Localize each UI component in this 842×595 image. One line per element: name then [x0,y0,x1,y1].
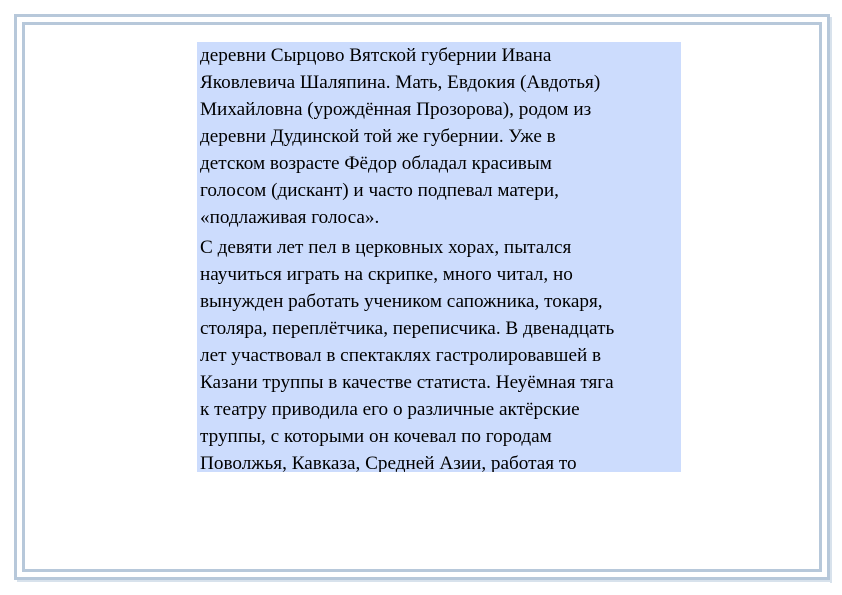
text-box [197,42,681,472]
paragraph-1-line: деревни Дудинской той же губернии. Уже в [200,126,556,147]
paragraph-2-line: труппы, с которыми он кочевал по городам [200,426,552,447]
paragraph-1-line: Михайловна (урождённая Прозорова), родом из [200,99,592,120]
paragraph-2-line: С девяти лет пел в церковных хорах, пытался [200,237,572,258]
paragraph-2-line: научиться играть на скрипке, много читал, но [200,264,573,285]
paragraph-1-line: деревни Сырцово Вятской губернии Ивана [200,45,552,66]
paragraph-1-line: Яковлевича Шаляпина. Мать, Евдокия (Авдотья) [200,72,601,93]
paragraph-2-line: лет участвовал в спектаклях гастролировавшей в [200,345,602,366]
paragraph-2-line: столяра, переплётчика, переписчика. В двенадцать [200,318,615,339]
paragraph-2-line: к театру приводила его о различные актёрские [200,399,580,420]
frame-shadow-bottom [17,580,832,582]
frame-shadow-right [830,17,832,583]
paragraph-1-line: детском возрасте Фёдор обладал красивым [200,153,552,174]
paragraph-1-line: голосом (дискант) и часто подпевал матери, [200,180,559,201]
paragraph-2-line: Казани труппы в качестве статиста. Неуёмная тяга [200,372,614,393]
paragraph-1-line: «подлаживая голоса». [200,207,380,228]
paragraph-2-line: Поволжья, Кавказа, Средней Азии, работая то [200,453,577,472]
paragraph-2-line: вынужден работать учеником сапожника, токаря, [200,291,603,312]
